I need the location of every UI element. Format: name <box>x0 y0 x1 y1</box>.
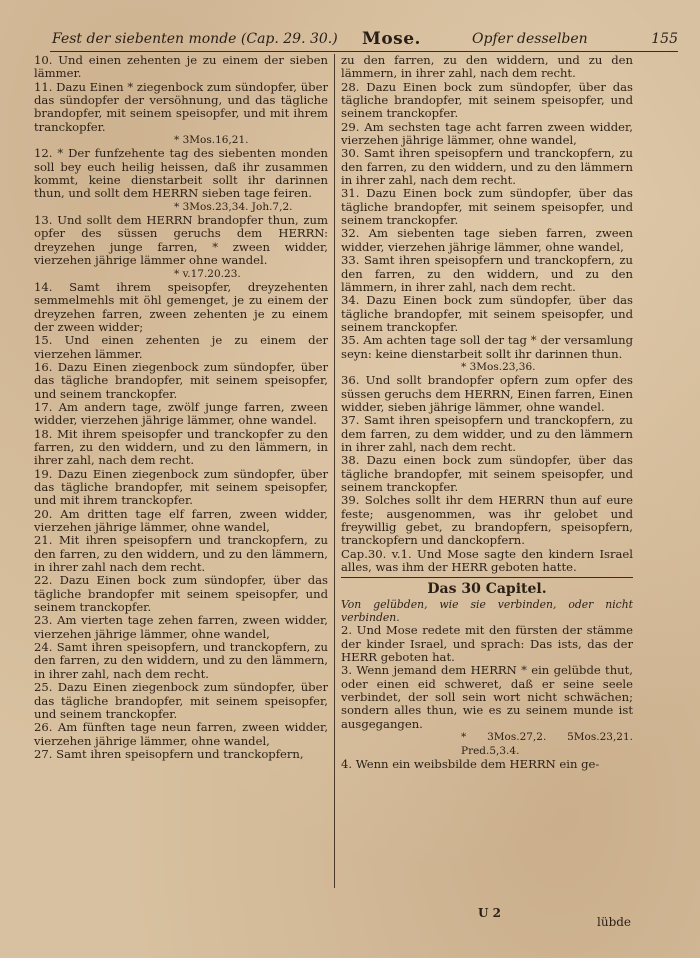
verse: 24. Samt ihren speisopfern, und tranckopfern, zu den farren, zu den widdern, und zu den lämmern, in ihrer zahl, nach dem recht. <box>34 640 328 681</box>
verse: 23. Am vierten tage zehen farren, zween widder, vierzehen jährige lämmer, ohne wandel, <box>34 613 328 641</box>
verse: 12. * Der funfzehente tag des siebenten monden soll bey euch heilig heissen, daß ihr zusammen kommt, keine dienstarbeit sollt ihr darinnen thun, und sollt dem HERRN sieben tage feiren. <box>34 146 328 201</box>
verse: 16. Dazu Einen ziegenbock zum sündopfer, über das tägliche brandopfer, mit seinem speisopfer, und seinem tranckopfer. <box>34 359 328 401</box>
verse: 20. Am dritten tage elf farren, zween widder, vierzehen jährige lämmer, ohne wandel, <box>34 506 328 535</box>
right-column <box>341 54 633 771</box>
verse: 32. Am siebenten tage sieben farren, zween widder, vierzehen jährige lämmer, ohne wandel, <box>341 226 633 254</box>
cross-reference: * 3Mos.23,36. <box>461 360 536 373</box>
verse: 34. Dazu Einen bock zum sündopfer, über das tägliche brandopfer, mit seinem speisopfer, und seinem tranckopfer. <box>341 293 633 334</box>
verse: 30. Samt ihren speisopfern und tranckopfern, zu den farren, zu den widdern, und zu den lämmern in ihrer zahl, nach dem recht. <box>341 146 633 188</box>
verse: 26. Am fünften tage neun farren, zween widder, vierzehen jährige lämmer, ohne wandel, <box>34 720 328 748</box>
verse: 21. Mit ihren speisopfern und tranckopfern, zu den farren, zu den widdern, und zu den lämmern, in ihrer zahl nach dem recht. <box>34 533 328 575</box>
verse: 37. Samt ihren speisopfern und tranckopfern, zu dem farren, zu dem widder, und zu den lämmern in ihrer zahl, nach dem recht. <box>341 413 633 454</box>
header-rule <box>50 51 678 52</box>
verse: 28. Dazu Einen bock zum sündopfer, über das tägliche brandopfer, mit seinem speisopfer, und seinem tranckopfer. <box>341 79 633 121</box>
verse: 31. Dazu Einen bock zum sündopfer, über das tägliche brandopfer, mit seinem speisopfer, und seinem tranckopfer. <box>341 186 633 228</box>
verse: 27. Samt ihren speisopfern und tranckopfern, <box>34 746 304 761</box>
verse: 3. Wenn jemand dem HERRN * ein gelübde thut, oder einen eid schweret, daß er seine seele verbindet, der soll sein wort nicht schwächen; sondern alles thun, wie es zu seinem munde ist ausgegangen. <box>341 663 633 731</box>
verse: 38. Dazu einen bock zum sündopfer, über das tägliche brandopfer, mit seinem speisopfer, und seinem tranckopfer. <box>341 453 633 494</box>
verse: 19. Dazu Einen ziegenbock zum sündopfer, über das tägliche brandopfer, mit seinem speisopfer, und mit ihrem tranckopfer. <box>34 466 328 508</box>
verse: 2. Und Mose redete mit den fürsten der stämme der kinder Israel, und sprach: Das ists, das der HERR geboten hat. <box>341 623 633 665</box>
verse: 25. Dazu Einen ziegenbock zum sündopfer, über das tägliche brandopfer, mit seinem speisopfer, und seinem tranckopfer. <box>34 680 328 721</box>
verse: 14. Samt ihrem speisopfer, dreyzehenten semmelmehls mit öhl gemenget, je zu einem der dreyzehen farren, zween zehenten je zu einem der zween widder; <box>34 279 328 334</box>
column-divider <box>334 54 335 888</box>
verse: 35. Am achten tage soll der tag * der versamlung seyn: keine dienstarbeit sollt ihr darinnen thun. <box>341 333 633 361</box>
catchword: lübde <box>597 915 632 929</box>
verse: 18. Mit ihrem speisopfer und tranckopfer zu den farren, zu den widdern, und zu den lämmern, in ihrer zahl, nach dem recht. <box>34 426 328 468</box>
header-book-title: Mose. <box>362 29 421 49</box>
signature-mark: U 2 <box>478 906 501 920</box>
verse: 4. Wenn ein weibsbilde dem HERRN ein ge- <box>341 756 600 771</box>
verse: 11. Dazu Einen * ziegenbock zum sündopfer, über das sündopfer der versöhnung, und das tägliche brandopfer, mit seinem speisopfer, und mit ihrem tranckopfer. <box>34 79 328 134</box>
verse: 29. Am sechsten tage acht farren zween widder, vierzehen jährige lämmer, ohne wandel, <box>341 119 633 148</box>
running-header <box>52 28 678 50</box>
cross-reference: * 3Mos.16,21. <box>174 134 249 147</box>
chapter-title: Das 30 Capitel. <box>427 581 547 598</box>
verse: 15. Und einen zehenten je zu einem der vierzehen lämmer. <box>34 333 328 361</box>
verse: 13. Und sollt dem HERRN brandopfer thun, zum opfer des süssen geruchs dem HERRN: dreyzehen junge farren, * zween widder, vierzehen jährige lämmer ohne wandel. <box>34 213 328 268</box>
verse: 22. Dazu Einen bock zum sündopfer, über das tägliche brandopfer mit seinem speisopfer, und seinem tranckopfer. <box>34 573 328 615</box>
cross-reference: * v.17.20.23. <box>174 267 241 280</box>
verse: 39. Solches sollt ihr dem HERRN thun auf eure feste; ausgenommen, was ihr gelobet und freywillig gebet, zu brandopfern, speisopfern, tranckopfern und danckopfern. <box>341 493 633 548</box>
verse: 36. Und sollt brandopfer opfern zum opfer des süssen geruchs dem HERRN, Einen farren, Einen widder, sieben jährige lämmer, ohne wandel. <box>341 373 633 414</box>
left-column <box>34 54 328 761</box>
header-right: Opfer desselben <box>472 31 588 47</box>
chapter-summary: Von gelübden, wie sie verbinden, oder nicht verbinden. <box>341 598 633 625</box>
cross-reference: * 3Mos.23,34. Joh.7,2. <box>174 200 293 213</box>
cross-reference: * 3Mos.27,2. 5Mos.23,21. Pred.5,3.4. <box>461 731 633 757</box>
header-left: Fest der siebenten monde (Cap. 29. 30.) <box>52 31 338 47</box>
verse: 33. Samt ihren speisopfern und tranckopfern, zu den farren, zu den widdern, und zu den lämmern, in ihrer zahl, nach dem recht. <box>341 253 633 294</box>
verse: Cap.30. v.1. Und Mose sagte den kindern Israel alles, was ihm der HERR geboten hatte. <box>341 546 633 575</box>
verse: zu den farren, zu den widdern, und zu den lämmern, in ihrer zahl, nach dem recht. <box>341 53 633 81</box>
page-number: 155 <box>651 31 678 47</box>
chapter-rule <box>341 577 633 578</box>
verse: 17. Am andern tage, zwölf junge farren, zween widder, vierzehen jährige lämmer, ohne wandel. <box>34 399 328 428</box>
verse: 10. Und einen zehenten je zu einem der sieben lämmer. <box>34 53 328 81</box>
